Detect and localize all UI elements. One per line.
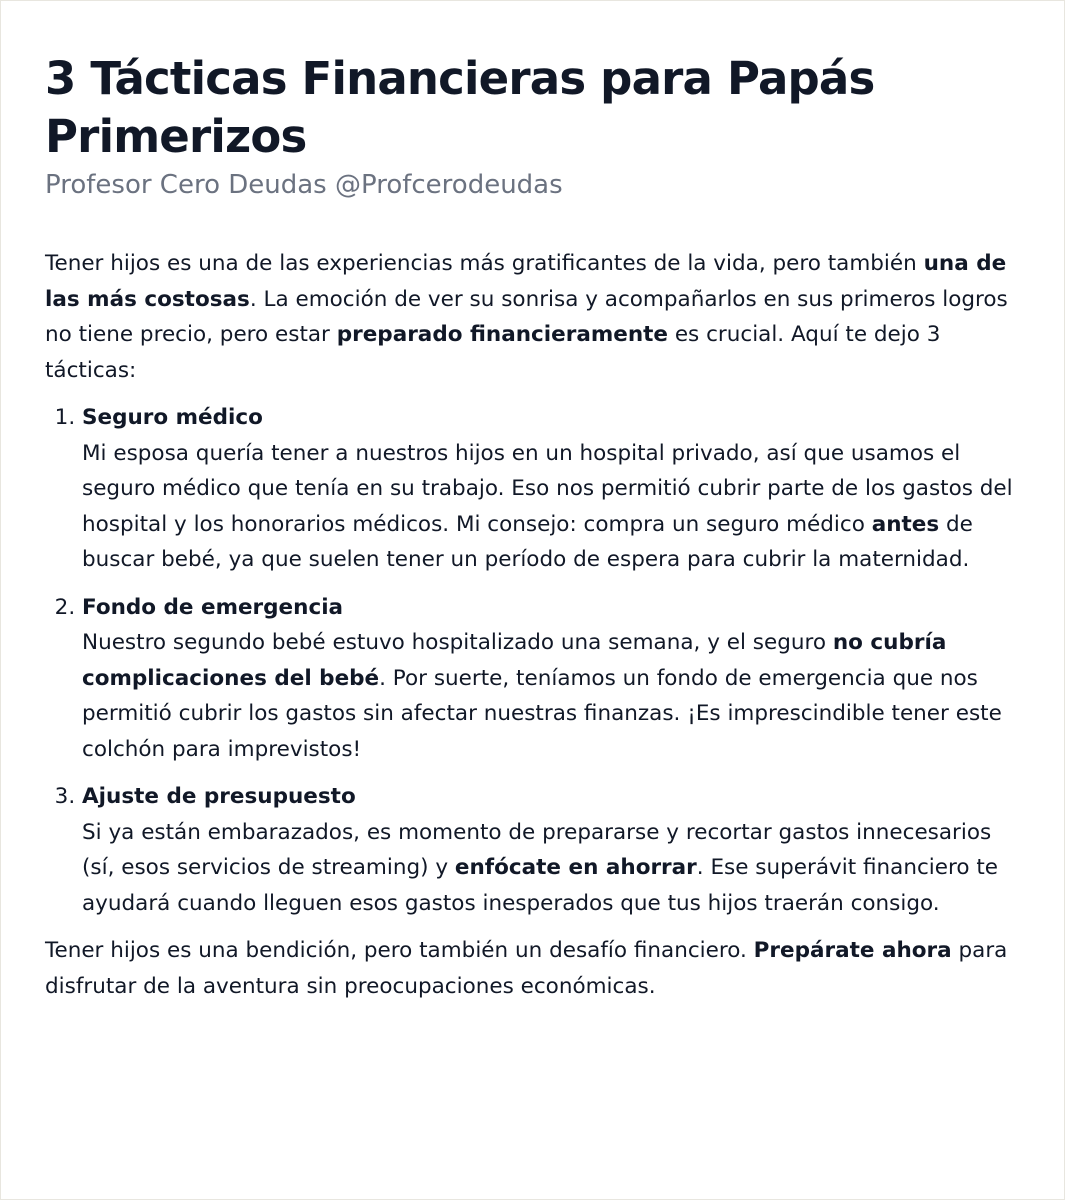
list-item [82,400,1025,578]
intro-bold-2: preparado financieramente [336,322,668,347]
closing-text-2: para disfrutar de la aventura sin preocupaciones económicas. [45,938,1008,999]
tactic-description [82,436,1025,578]
tactic-text: . Ese superávit financiero te ayudará cuando lleguen esos gastos inesperados que tus hijos traerán consigo. [82,855,998,916]
tactic-text: de buscar bebé, ya que suelen tener un período de espera para cubrir la maternidad. [82,511,973,572]
intro-text-3: es crucial. Aquí te dejo 3 tácticas: [45,322,941,383]
intro-paragraph [45,246,1025,388]
tactic-bold: antes [871,511,940,537]
tactic-text: Mi esposa quería tener a nuestros hijos en un hospital privado, así que usamos el seguro médico que tenía en su trabajo. Eso nos permitió cubrir parte de los gastos del hospital y los honorarios médicos. Mi consejo: compra un seguro médico [82,440,1013,537]
article-title: 3 Tácticas Financieras para Papás Primerizos [45,52,875,163]
intro-text-1: Tener hijos es una de las experiencias más gratificantes de la vida, pero también [45,251,924,276]
list-item [82,590,1025,768]
article-body [45,246,1025,1004]
tactic-heading: 1. Seguro médico [82,405,263,430]
tactic-description [82,625,1025,767]
list-item [82,779,1025,921]
intro-text-2: . La emoción de ver su sonrisa y acompañarlos en sus primeros logros no tiene precio, pero estar [45,286,1008,347]
closing-bold: Prepárate ahora [753,938,952,963]
tactic-bold: enfócate en ahorrar [454,855,697,880]
closing-text-1: Tener hijos es una bendición, pero también un desafío financiero. [45,938,754,963]
tactic-description [82,815,1025,922]
tactic-text: . Por suerte, teníamos un fondo de emergencia que nos permitió cubrir los gastos sin afectar nuestras finanzas. ¡Es imprescindible tener este colchón para imprevistos! [82,665,1002,762]
tactics-list [45,400,1025,921]
intro-bold-1: una de las más costosas [45,251,1007,312]
tactic-text: Nuestro segundo bebé estuvo hospitalizado una semana, y el seguro [82,630,833,655]
closing-paragraph [45,933,1025,1004]
article [45,50,1025,1004]
tactic-heading: 2. Fondo de emergencia [82,594,344,620]
tactic-text: Si ya están embarazados, es momento de prepararse y recortar gastos innecesarios (sí, esos servicios de streaming) y [82,819,992,880]
tactic-heading: 3. Ajuste de presupuesto [82,784,356,809]
tactic-bold: no cubría complicaciones del bebé [82,630,947,691]
author-byline: Profesor Cero Deudas @Profcerodeudas [45,170,563,200]
